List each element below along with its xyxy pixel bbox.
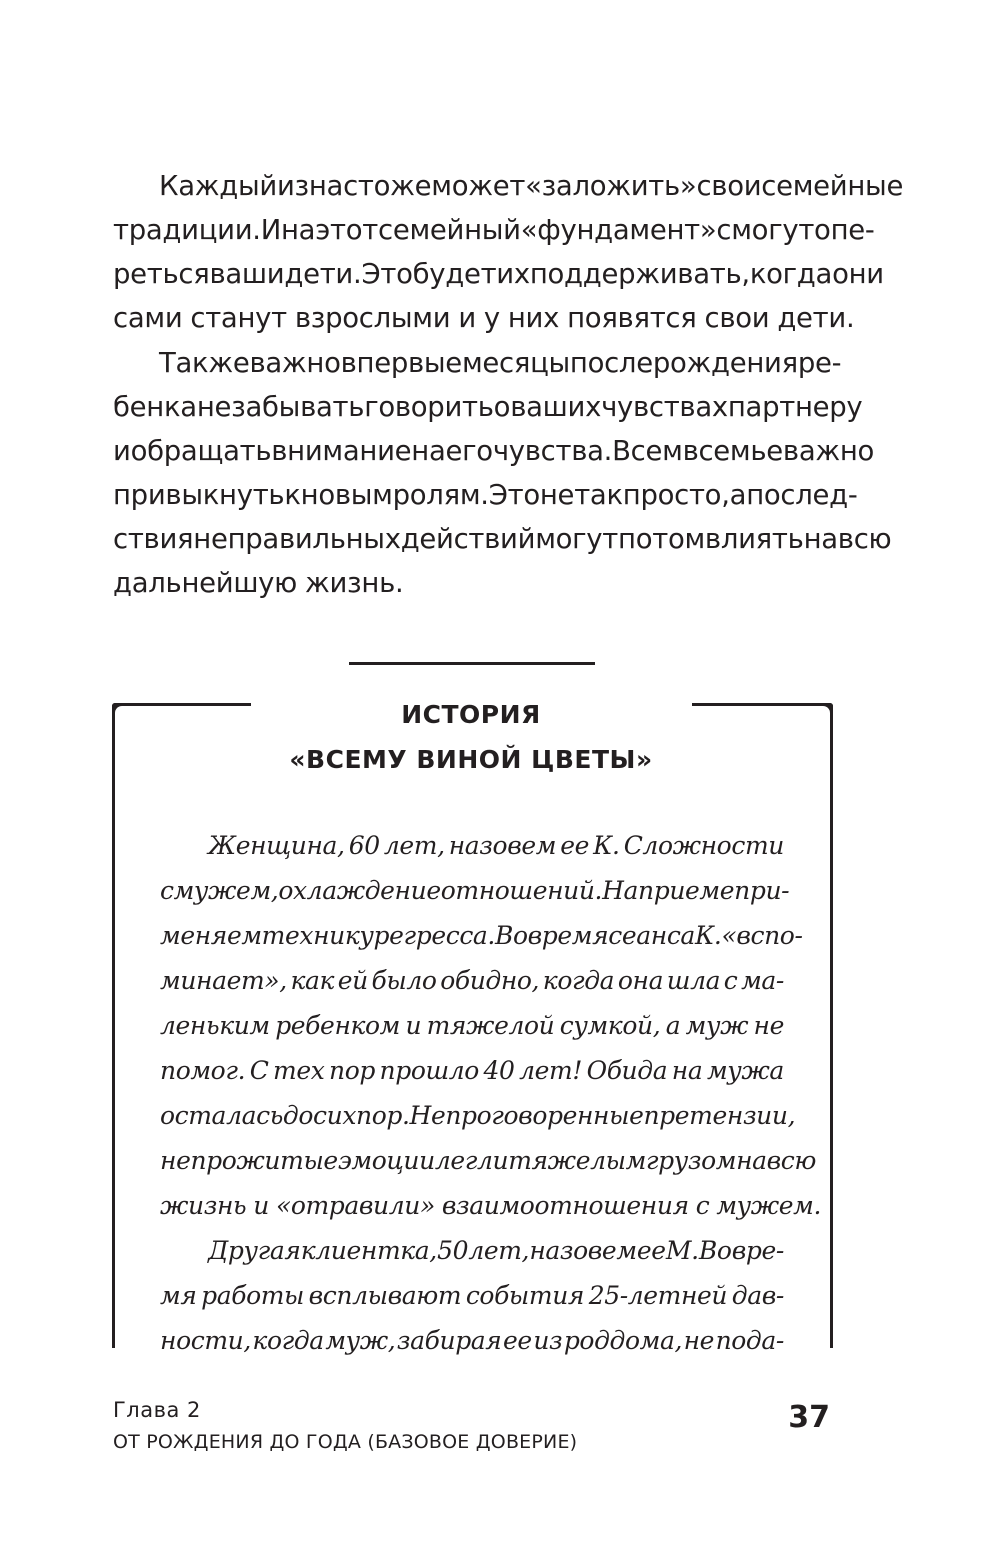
word: ее <box>503 1326 532 1355</box>
word: тяжелым <box>508 1146 646 1175</box>
word: не <box>539 479 575 511</box>
word: всю <box>766 1146 817 1175</box>
word: шла <box>666 966 721 995</box>
word: на <box>736 1146 767 1175</box>
frame-left-border <box>112 703 115 1348</box>
word: леньким <box>160 1011 270 1040</box>
word: клиентка, <box>300 1236 437 1265</box>
word: 40 <box>483 1056 515 1085</box>
word: как <box>290 966 335 995</box>
text-line <box>113 561 831 605</box>
word: время <box>527 921 609 950</box>
word: На <box>602 876 639 905</box>
word: Во <box>698 1236 732 1265</box>
word: Также <box>159 347 250 379</box>
section-divider <box>349 662 595 665</box>
word: эмоции <box>337 1146 435 1175</box>
word: новым <box>300 479 393 511</box>
word: не <box>196 391 232 423</box>
word: и <box>113 435 131 467</box>
word: прошло <box>379 1056 479 1085</box>
word: их <box>496 258 530 290</box>
word: «фундамент» <box>520 214 717 246</box>
word: и <box>405 1011 422 1040</box>
word: забирая <box>396 1326 502 1355</box>
word: Каждый <box>159 170 277 202</box>
word: легли <box>434 1146 509 1175</box>
story-label: ИСТОРИЯ <box>401 700 541 729</box>
word: отношений. <box>440 876 603 905</box>
story-line <box>208 824 784 868</box>
word: важно <box>249 347 341 379</box>
word: неправильных <box>193 523 401 555</box>
word: муж <box>685 1011 749 1040</box>
word: когда <box>542 966 615 995</box>
word: взаимоотношения <box>441 1191 689 1220</box>
word: в <box>682 435 699 467</box>
story-line <box>160 1139 817 1183</box>
word: назовем <box>529 1236 637 1265</box>
footer-chapter-title: ОТ РОЖДЕНИЯ ДО ГОДА (БАЗОВОЕ ДОВЕРИЕ) <box>113 1431 578 1453</box>
word: минает», <box>160 966 287 995</box>
word: забывать <box>231 391 365 423</box>
word: чувствах <box>601 391 728 423</box>
word: 25-летней <box>588 1281 728 1310</box>
word: у <box>483 302 500 334</box>
word: ности, <box>160 1326 251 1355</box>
word: ваши <box>209 258 285 290</box>
text-line <box>113 208 875 252</box>
word: когда <box>252 1326 324 1355</box>
word: свои <box>704 302 770 334</box>
word: непрожитые <box>160 1146 338 1175</box>
word: привыкнуть <box>113 479 285 511</box>
word: могут <box>535 523 619 555</box>
story-line <box>160 1274 784 1318</box>
word: рождения <box>652 347 798 379</box>
word: к <box>284 479 301 511</box>
word: помог. <box>160 1056 246 1085</box>
word: послед- <box>746 479 858 511</box>
word: 50 <box>437 1236 469 1265</box>
word: после <box>569 347 653 379</box>
word: потом <box>618 523 705 555</box>
word: пор <box>329 1056 375 1085</box>
word: будет <box>412 258 497 290</box>
word: приеме <box>638 876 735 905</box>
word: сумкой, <box>559 1011 661 1040</box>
word: сих <box>313 1101 357 1130</box>
word: ребенком <box>275 1011 401 1040</box>
story-line <box>160 1094 796 1138</box>
word: Обида <box>586 1056 668 1085</box>
frame-corner-left <box>112 703 126 717</box>
word: тех <box>273 1056 325 1085</box>
word: обидно, <box>440 966 540 995</box>
story-line <box>160 1049 784 1093</box>
word: так <box>574 479 623 511</box>
word: технику <box>261 921 374 950</box>
text-line <box>159 164 904 208</box>
word: нас <box>308 170 358 202</box>
word: претензии, <box>643 1101 796 1130</box>
word: всю <box>837 523 892 555</box>
word: поддерживать, <box>529 258 750 290</box>
word: появятся <box>567 302 697 334</box>
story-line <box>160 914 803 958</box>
word: вре- <box>731 1236 784 1265</box>
word: было <box>371 966 437 995</box>
word: тяжелой <box>426 1011 555 1040</box>
word: из <box>533 1326 563 1355</box>
word: ваших <box>510 391 602 423</box>
text-line <box>113 473 858 517</box>
word: жизнь <box>160 1191 247 1220</box>
word: охлаждение <box>278 876 441 905</box>
word: Женщина, <box>208 831 345 860</box>
word: тоже <box>357 170 432 202</box>
word: и <box>253 1191 269 1220</box>
word: мужем, <box>173 876 279 905</box>
word: дети. <box>777 302 855 334</box>
word: говорить <box>364 391 494 423</box>
word: на <box>281 214 316 246</box>
word: просто, <box>622 479 730 511</box>
word: на <box>803 523 838 555</box>
word: меняем <box>160 921 262 950</box>
word: внимание <box>271 435 412 467</box>
story-line <box>160 1004 784 1048</box>
word: на <box>411 435 446 467</box>
word: 60 <box>348 831 380 860</box>
word: М. <box>665 1236 699 1265</box>
word: пода- <box>715 1326 784 1355</box>
word: «вспо- <box>721 921 803 950</box>
word: С <box>249 1056 269 1085</box>
word: при- <box>734 876 790 905</box>
word: его <box>445 435 493 467</box>
word: семейные <box>761 170 904 202</box>
story-line <box>208 1229 784 1273</box>
word: осталась <box>160 1101 283 1130</box>
word: них <box>507 302 560 334</box>
word: И <box>260 214 281 246</box>
word: дети. <box>284 258 362 290</box>
story-line <box>160 869 790 913</box>
word: муж, <box>325 1326 396 1355</box>
page-number: 37 <box>788 1400 830 1435</box>
word: ролям. <box>392 479 489 511</box>
word: ей <box>337 966 368 995</box>
frame-right-border <box>830 703 833 1348</box>
word: жизнь. <box>305 567 404 599</box>
word: а <box>665 1011 681 1040</box>
word: из <box>276 170 309 202</box>
word: смогут <box>716 214 815 246</box>
story-line <box>160 959 784 1003</box>
word: с <box>695 1191 710 1220</box>
story-line <box>160 1184 822 1228</box>
word: о <box>493 391 511 423</box>
word: дальнейшую <box>113 567 298 599</box>
word: Другая <box>208 1236 301 1265</box>
word: грузом <box>645 1146 737 1175</box>
word: до <box>282 1101 314 1130</box>
word: Всем <box>612 435 683 467</box>
word: влиять <box>704 523 804 555</box>
word: Непроговоренные <box>409 1101 644 1130</box>
word: этот <box>315 214 378 246</box>
word: семейный <box>378 214 521 246</box>
footer-chapter-label: Глава 2 <box>113 1398 201 1422</box>
word: с <box>723 966 738 995</box>
word: назовем <box>448 831 557 860</box>
word: не <box>683 1326 715 1355</box>
word: мужа <box>706 1056 784 1085</box>
word: обращать <box>130 435 272 467</box>
word: К. <box>694 921 722 950</box>
word: события <box>465 1281 585 1310</box>
story-line <box>160 1319 784 1363</box>
frame-top-right-border <box>692 703 833 706</box>
word: а <box>729 479 747 511</box>
word: реться <box>113 258 210 290</box>
word: первые <box>356 347 462 379</box>
word: месяцы <box>461 347 570 379</box>
word: сеанса <box>608 921 695 950</box>
word: «заложить» <box>525 170 697 202</box>
word: лет, <box>383 831 445 860</box>
word: Сложности <box>623 831 784 860</box>
word: дав- <box>731 1281 784 1310</box>
word: всплывают <box>308 1281 462 1310</box>
story-title: «ВСЕМУ ВИНОЙ ЦВЕТЫ» <box>289 745 653 774</box>
text-line <box>159 341 842 385</box>
word: действий <box>400 523 536 555</box>
word: мужем. <box>716 1191 822 1220</box>
word: с <box>160 876 174 905</box>
word: не <box>753 1011 784 1040</box>
text-line <box>113 296 855 340</box>
word: на <box>671 1056 703 1085</box>
frame-top-left-border <box>112 703 251 706</box>
word: ре- <box>797 347 842 379</box>
word: «отравили» <box>275 1191 435 1220</box>
word: свои <box>696 170 762 202</box>
word: ма- <box>741 966 784 995</box>
word: в <box>340 347 357 379</box>
word: партнеру <box>727 391 863 423</box>
text-line <box>113 385 863 429</box>
word: чувства. <box>492 435 613 467</box>
word: пор. <box>356 1101 410 1130</box>
word: они <box>832 258 884 290</box>
word: регресса. <box>373 921 495 950</box>
word: лет, <box>468 1236 530 1265</box>
word: Это <box>361 258 413 290</box>
word: ее <box>560 831 589 860</box>
word: К. <box>593 831 620 860</box>
text-line <box>113 517 892 561</box>
word: станут <box>190 302 287 334</box>
word: важно <box>782 435 875 467</box>
word: может <box>431 170 526 202</box>
word: сами <box>113 302 183 334</box>
word: ствия <box>113 523 194 555</box>
word: роддома, <box>563 1326 683 1355</box>
word: опе- <box>814 214 875 246</box>
word: ее <box>636 1236 666 1265</box>
word: мя <box>160 1281 197 1310</box>
word: традиции. <box>113 214 261 246</box>
text-line <box>113 429 875 473</box>
word: и <box>458 302 476 334</box>
text-line <box>113 252 884 296</box>
word: она <box>617 966 664 995</box>
word: когда <box>749 258 833 290</box>
word: бенка <box>113 391 197 423</box>
word: Это <box>488 479 540 511</box>
word: работы <box>201 1281 305 1310</box>
word: Во <box>494 921 528 950</box>
word: взрослыми <box>294 302 451 334</box>
word: семье <box>698 435 783 467</box>
word: лет! <box>519 1056 583 1085</box>
